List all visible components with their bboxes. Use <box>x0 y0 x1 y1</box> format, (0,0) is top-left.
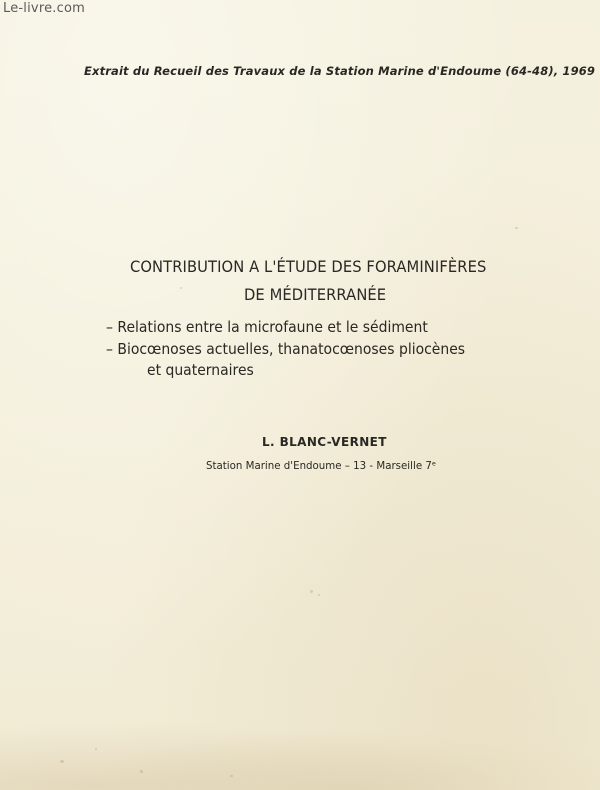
title-line-2: DE MÉDITERRANÉE <box>244 285 387 304</box>
paper-speck <box>318 594 320 596</box>
author-name: L. BLANC-VERNET <box>262 435 387 449</box>
extract-line: Extrait du Recueil des Travaux de la Station Marine d'Endoume (64-48), 1969 <box>84 64 596 78</box>
watermark: Le-livre.com <box>3 1 85 16</box>
paper-speck <box>60 760 64 763</box>
paper-speck <box>95 748 97 750</box>
subtitle-line-2: – Biocœnoses actuelles, thanatocœnoses pliocènes <box>106 340 466 358</box>
subtitle-line-3: et quaternaires <box>147 361 254 379</box>
paper-speck <box>515 227 518 229</box>
title-line-1: CONTRIBUTION A L'ÉTUDE DES FORAMINIFÈRES <box>130 257 487 276</box>
paper-speck <box>310 590 313 593</box>
paper-stain <box>0 710 600 790</box>
author-affiliation: Station Marine d'Endoume – 13 - Marseille 7ᵉ <box>206 459 437 472</box>
subtitle-line-1: – Relations entre la microfaune et le sédiment <box>106 318 428 336</box>
paper-speck <box>230 775 233 777</box>
paper-speck <box>140 770 143 773</box>
paper-speck <box>180 287 182 289</box>
